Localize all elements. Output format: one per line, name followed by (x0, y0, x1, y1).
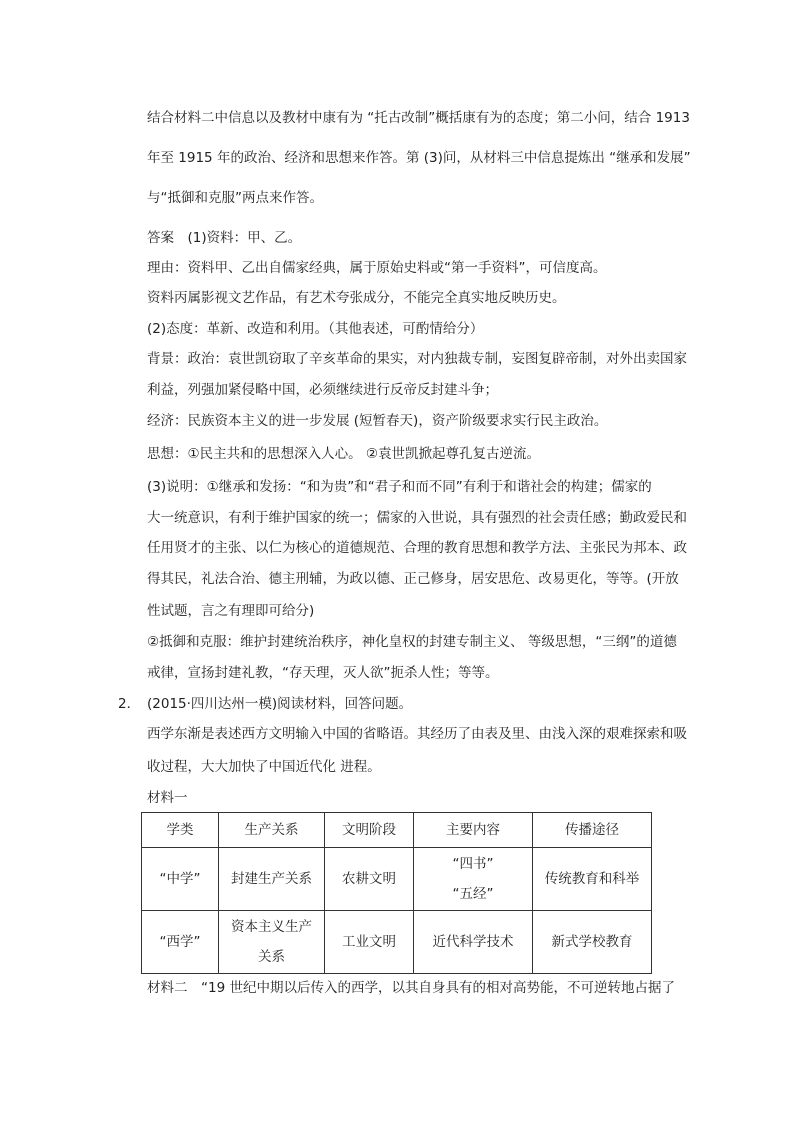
answer-line: (3)说明：①继承和发扬：“和为贵”和“君子和而不同”有利于和谐社会的构建；儒家的 (147, 479, 652, 495)
table-header: 传播途径 (533, 813, 652, 848)
table-cell: “西学” (142, 911, 219, 974)
answer-line: 理由：资料甲、乙出自儒家经典，属于原始史料或“第一手资料”，可信度高。 (147, 260, 607, 276)
answer-line: 资料丙属影视文艺作品，有艺术夸张成分，不能完全真实地反映历史。 (147, 290, 566, 306)
answer-line: ②抵御和克服：维护封建统治秩序，神化皇权的封建专制主义、 等级思想，“三纲”的道德 (147, 634, 677, 650)
answer-line: 任用贤才的主张、以仁为核心的道德规范、合理的教育思想和教学方法、主张民为邦本、政 (147, 540, 687, 556)
answer-line: (2)态度：革新、改造和利用。（其他表述，可酌情给分） (147, 321, 484, 337)
answer-line: 背景：政治：袁世凯窃取了辛亥革命的果实，对内独裁专制，妄图复辟帝制，对外出卖国家 (147, 351, 687, 367)
comparison-table (141, 812, 652, 974)
table-cell-line: 资本主义生产 (231, 919, 312, 935)
table-cell: 封建生产关系 (219, 848, 325, 911)
table-row (142, 848, 652, 911)
table-cell-line: “四书” (452, 856, 494, 872)
table-cell: 工业文明 (325, 911, 414, 974)
table-cell-line: 关系 (258, 949, 285, 965)
table-cell: 农耕文明 (325, 848, 414, 911)
answer-line: 答案 (1)资料：甲、乙。 (147, 230, 302, 246)
answer-line: 戒律，宣扬封建礼教，“存天理，灭人欲”扼杀人性；等等。 (147, 665, 499, 681)
table-cell: 新式学校教育 (533, 911, 652, 974)
question-number: 2． (118, 696, 141, 712)
table-cell: 近代科学技术 (414, 911, 533, 974)
answer-line: 得其民，礼法合治、德主刑辅，为政以德、正己修身，居安思危、改易更化，等等。(开放 (147, 571, 679, 587)
answer-line: 大一统意识，有利于维护国家的统一；儒家的入世说，具有强烈的社会责任感；勤政爱民和 (147, 510, 687, 526)
table-cell: 传统教育和科举 (533, 848, 652, 911)
table-cell-line: “五经” (452, 886, 494, 902)
table-header-row (142, 813, 652, 848)
question-title: (2015·四川达州一模)阅读材料，回答问题。 (147, 696, 413, 712)
question-intro-line: 西学东渐是表述西方文明输入中国的省略语。其经历了由表及里、由浅入深的艰难探索和吸 (147, 726, 687, 742)
table-header: 学类 (142, 813, 219, 848)
answer-line: 经济：民族资本主义的进一步发展 (短暂春天)，资产阶级要求实行民主政治。 (147, 413, 608, 429)
table-header: 生产关系 (219, 813, 325, 848)
material-2-line: 材料二 “19 世纪中期以后传入的西学，以其自身具有的相对高势能，不可逆转地占据了 (147, 980, 675, 996)
answer-line: 思想：①民主共和的思想深入人心。 ②袁世凯掀起尊孔复古逆流。 (147, 446, 540, 462)
table-cell (414, 848, 533, 911)
paragraph-line-2: 年至 1915 年的政治、经济和思想来作答。第 (3)问，从材料三中信息提炼出 “继承和发展” (147, 150, 691, 166)
table-cell (219, 911, 325, 974)
answer-line: 性试题，言之有理即可给分) (147, 603, 315, 619)
table-header: 文明阶段 (325, 813, 414, 848)
table-cell: “中学” (142, 848, 219, 911)
material-1-label: 材料一 (147, 790, 188, 806)
paragraph-line-3: 与“抵御和克服”两点来作答。 (147, 190, 323, 206)
answer-line: 利益，列强加紧侵略中国，必须继续进行反帝反封建斗争； (147, 382, 498, 398)
table-header: 主要内容 (414, 813, 533, 848)
question-intro-line: 收过程，大大加快了中国近代化 进程。 (147, 759, 381, 775)
paragraph-line-1: 结合材料二中信息以及教材中康有为 “托古改制”概括康有为的态度；第二小问，结合 1913 (147, 110, 690, 126)
table-row (142, 911, 652, 974)
